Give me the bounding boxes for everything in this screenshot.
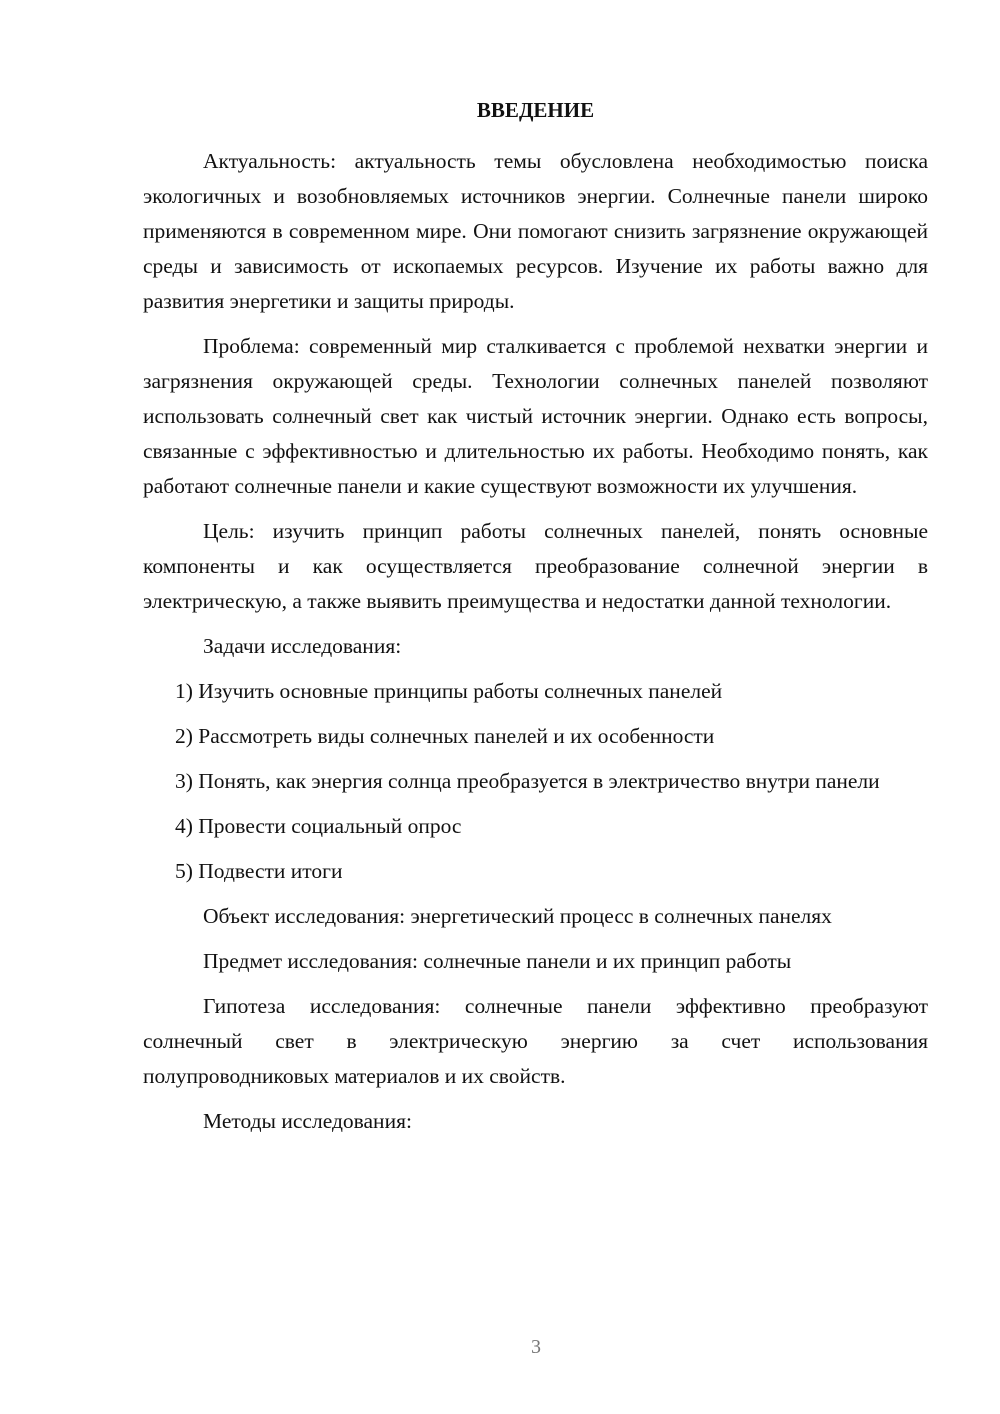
page-content (143, 96, 928, 1149)
problem-paragraph: Проблема: современный мир сталкивается с проблемой нехватки энергии и загрязнения окружающей среды. Технологии солнечных панелей позволяют использовать солнечный свет как чистый источник энергии. Однако есть вопросы, связанные с эффективностью и длительностью их работы. Необходимо понять, как работают солнечные панели и какие существуют возможности их улучшения. (143, 334, 928, 498)
task-item-5: 5) Подвести итоги (175, 859, 343, 883)
task-item-1: 1) Изучить основные принципы работы солнечных панелей (175, 679, 723, 703)
section-title: ВВЕДЕНИЕ (476, 98, 595, 122)
task-item-2: 2) Рассмотреть виды солнечных панелей и их особенности (175, 724, 715, 748)
research-object: Объект исследования: энергетический процесс в солнечных панелях (203, 904, 832, 928)
methods-heading: Методы исследования: (203, 1109, 412, 1133)
task-item-3: 3) Понять, как энергия солнца преобразуется в электричество внутри панели (175, 769, 880, 793)
page-number: 3 (531, 1336, 541, 1358)
relevance-paragraph: Актуальность: актуальность темы обусловлена необходимостью поиска экологичных и возобновляемых источников энергии. Солнечные панели широко применяются в современном мире. Они помогают снизить загрязнение окружающей среды и зависимость от ископаемых ресурсов. Изучение их работы важно для развития энергетики и защиты природы. (143, 149, 928, 313)
research-hypothesis: Гипотеза исследования: солнечные панели эффективно преобразуют солнечный свет в электрическую энергию за счет использования полупроводниковых материалов и их свойств. (143, 994, 928, 1088)
tasks-heading: Задачи исследования: (203, 634, 402, 658)
research-subject: Предмет исследования: солнечные панели и их принцип работы (203, 949, 792, 973)
task-item-4: 4) Провести социальный опрос (175, 814, 462, 838)
goal-paragraph: Цель: изучить принцип работы солнечных панелей, понять основные компоненты и как осуществляется преобразование солнечной энергии в электрическую, а также выявить преимущества и недостатки данной технологии. (143, 519, 928, 613)
